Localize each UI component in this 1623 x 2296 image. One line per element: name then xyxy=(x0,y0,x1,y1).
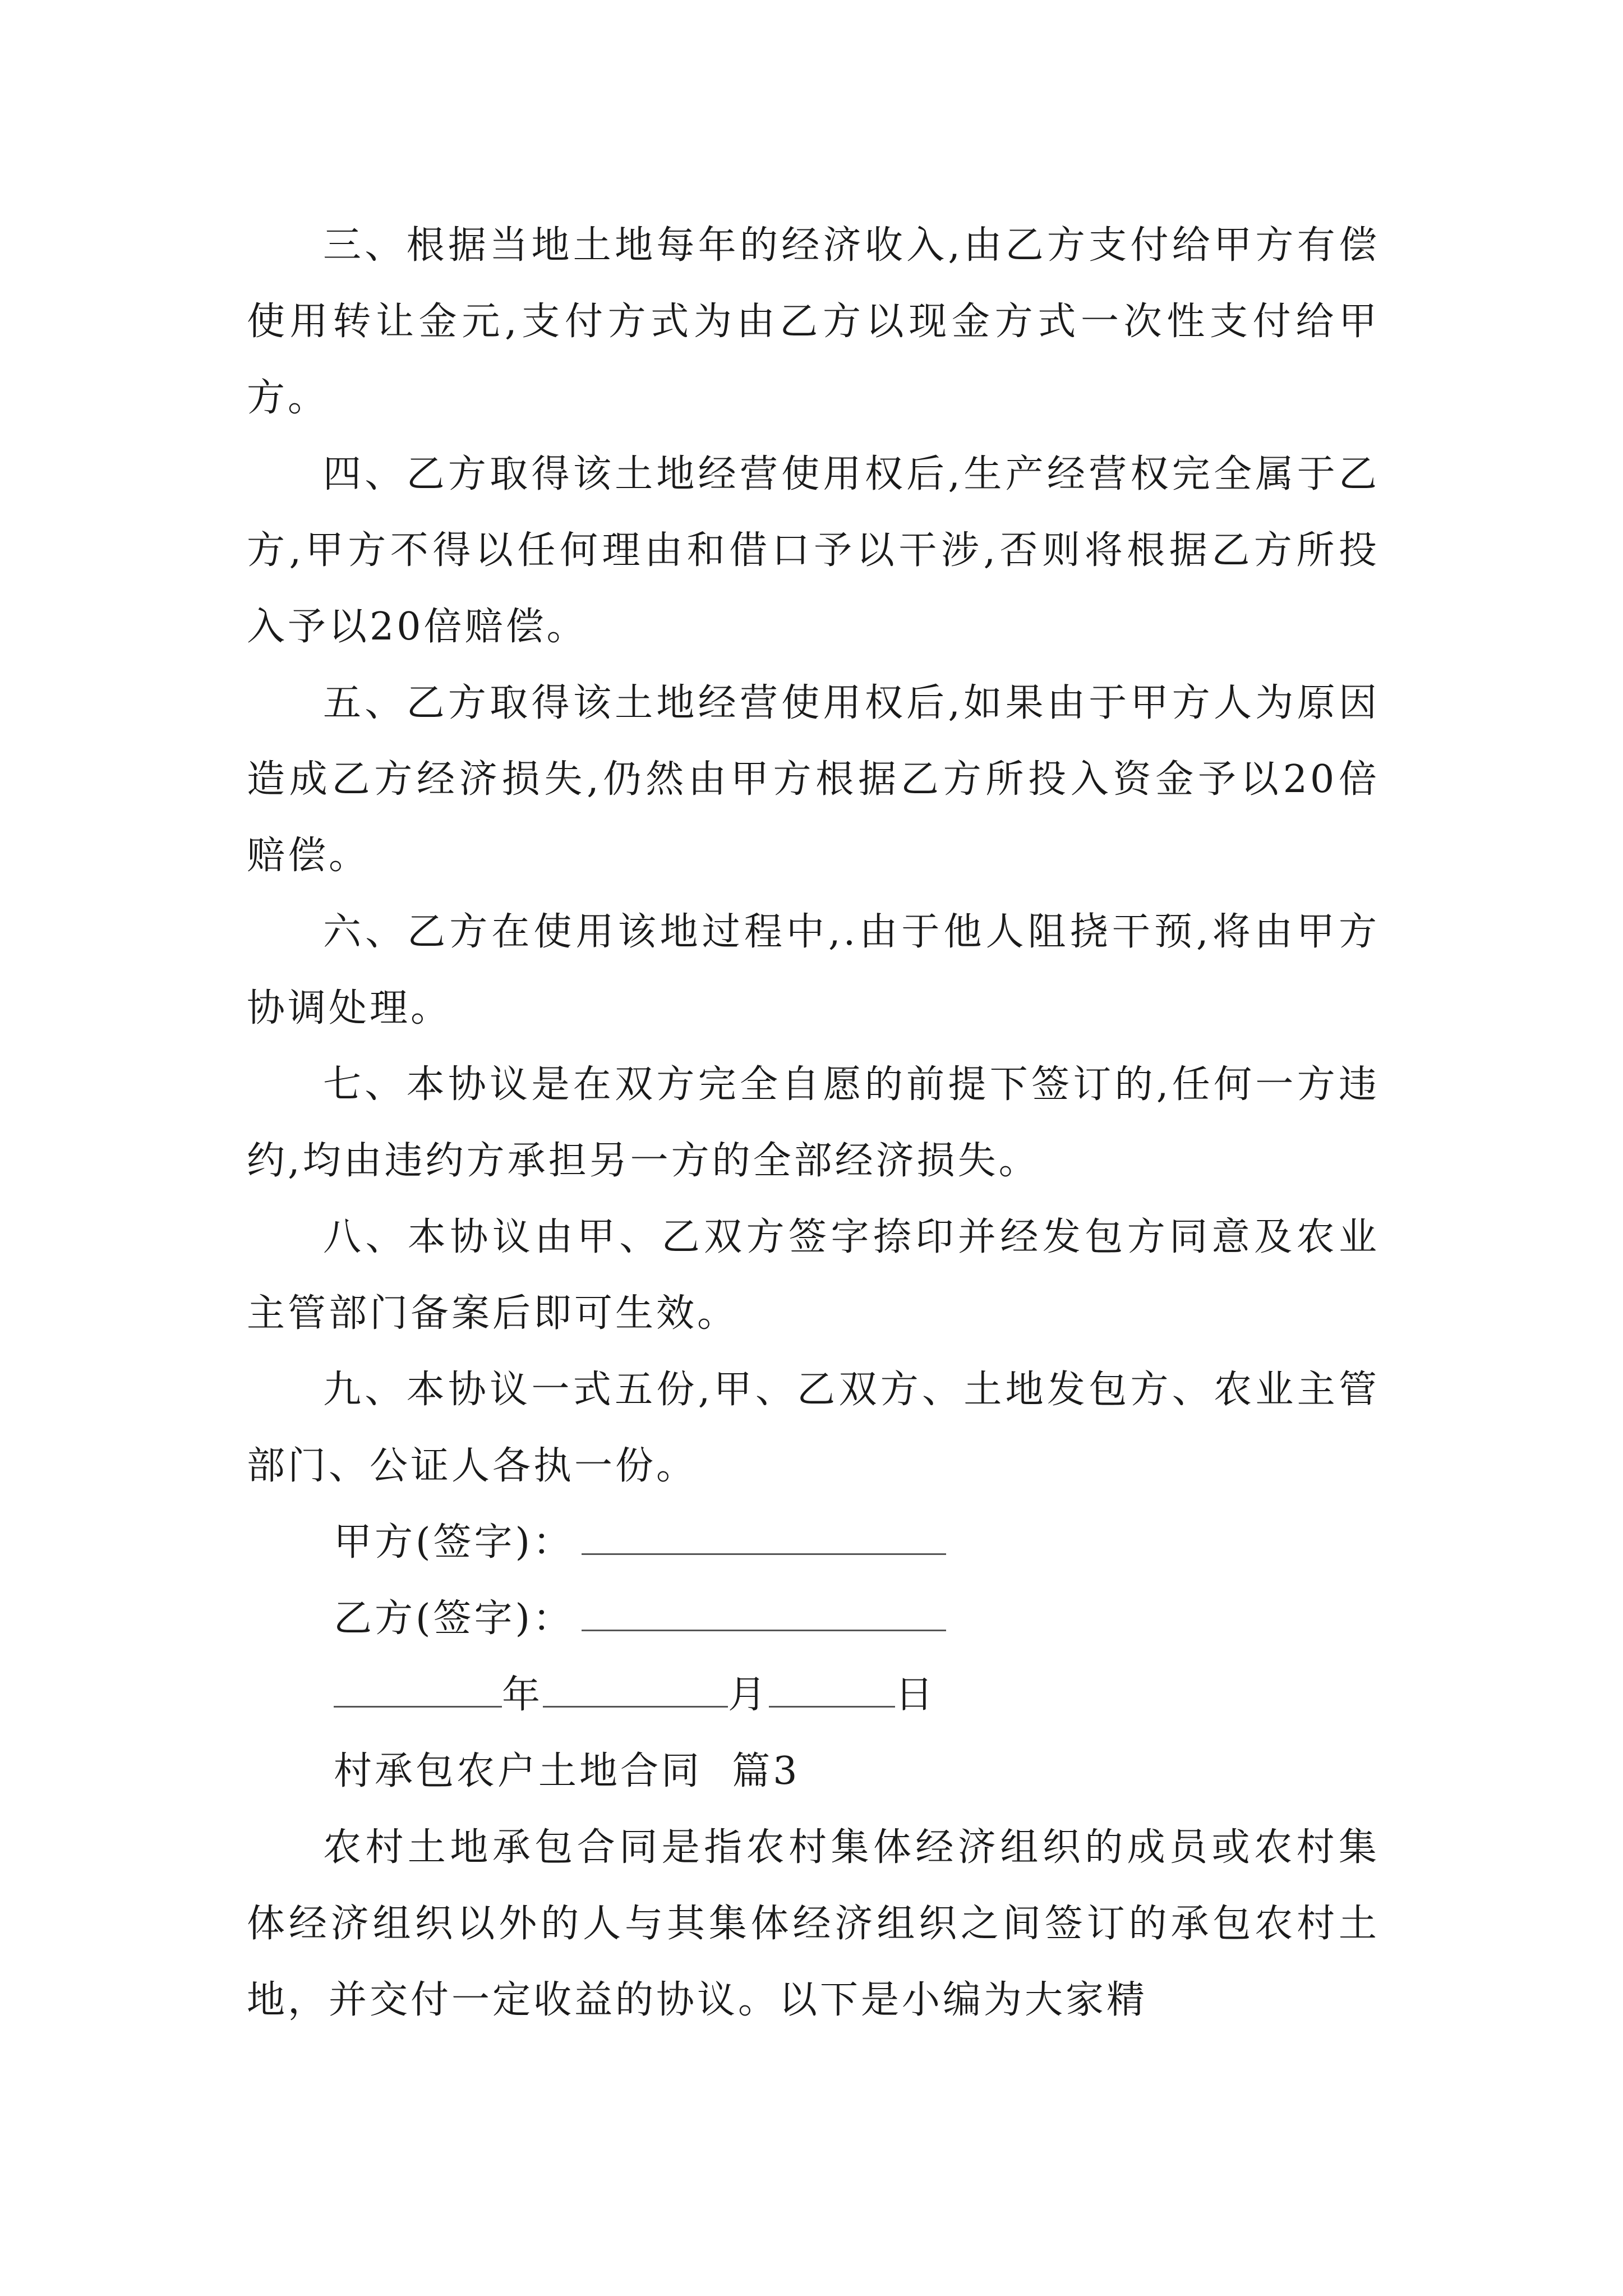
month-blank[interactable] xyxy=(543,1665,728,1708)
date-line xyxy=(247,1657,1380,1733)
party-b-label: 乙方(签字)： xyxy=(334,1596,574,1641)
clause-3: 三、根据当地土地每年的经济收入,由乙方支付给甲方有偿使用转让金元,支付方式为由乙方以现金方式一次性支付给甲方。 xyxy=(247,223,1380,420)
day-label: 日 xyxy=(895,1673,937,1717)
clause-5: 五、乙方取得该土地经营使用权后,如果由于甲方人为原因造成乙方经济损失,仍然由甲方根据乙方所投入资金予以20倍赔偿。 xyxy=(247,681,1380,878)
clause-7: 七、本协议是在双方完全自愿的前提下签订的,任何一方违约,均由违约方承担另一方的全部经济损失。 xyxy=(247,1062,1380,1183)
party-a-label: 甲方(签字)： xyxy=(334,1520,574,1565)
day-blank[interactable] xyxy=(769,1665,895,1708)
year-blank[interactable] xyxy=(334,1665,502,1708)
clause-8: 八、本协议由甲、乙双方签字捺印并经发包方同意及农业主管部门备案后即可生效。 xyxy=(247,1215,1380,1336)
section-heading: 村承包农户土地合同 篇3 xyxy=(334,1749,800,1793)
party-a-signature-blank[interactable] xyxy=(582,1513,946,1555)
party-b-signature-blank[interactable] xyxy=(582,1589,946,1631)
clause-4: 四、乙方取得该土地经营使用权后,生产经营权完全属于乙方,甲方不得以任何理由和借口予以干涉,否则将根据乙方所投入予以20倍赔偿。 xyxy=(247,452,1380,649)
party-a-signature-line xyxy=(247,1504,1380,1581)
intro-paragraph: 农村土地承包合同是指农村集体经济组织的成员或农村集体经济组织以外的人与其集体经济组织之间签订的承包农村土地，并交付一定收益的协议。以下是小编为大家精 xyxy=(247,1825,1380,2022)
party-b-signature-line xyxy=(247,1581,1380,1657)
document-body xyxy=(247,208,1380,2039)
month-label: 月 xyxy=(728,1673,769,1717)
clause-6: 六、乙方在使用该地过程中,.由于他人阻挠干预,将由甲方协调处理。 xyxy=(247,910,1380,1030)
clause-9: 九、本协议一式五份,甲、乙双方、土地发包方、农业主管部门、公证人各执一份。 xyxy=(247,1368,1380,1488)
year-label: 年 xyxy=(502,1673,543,1717)
